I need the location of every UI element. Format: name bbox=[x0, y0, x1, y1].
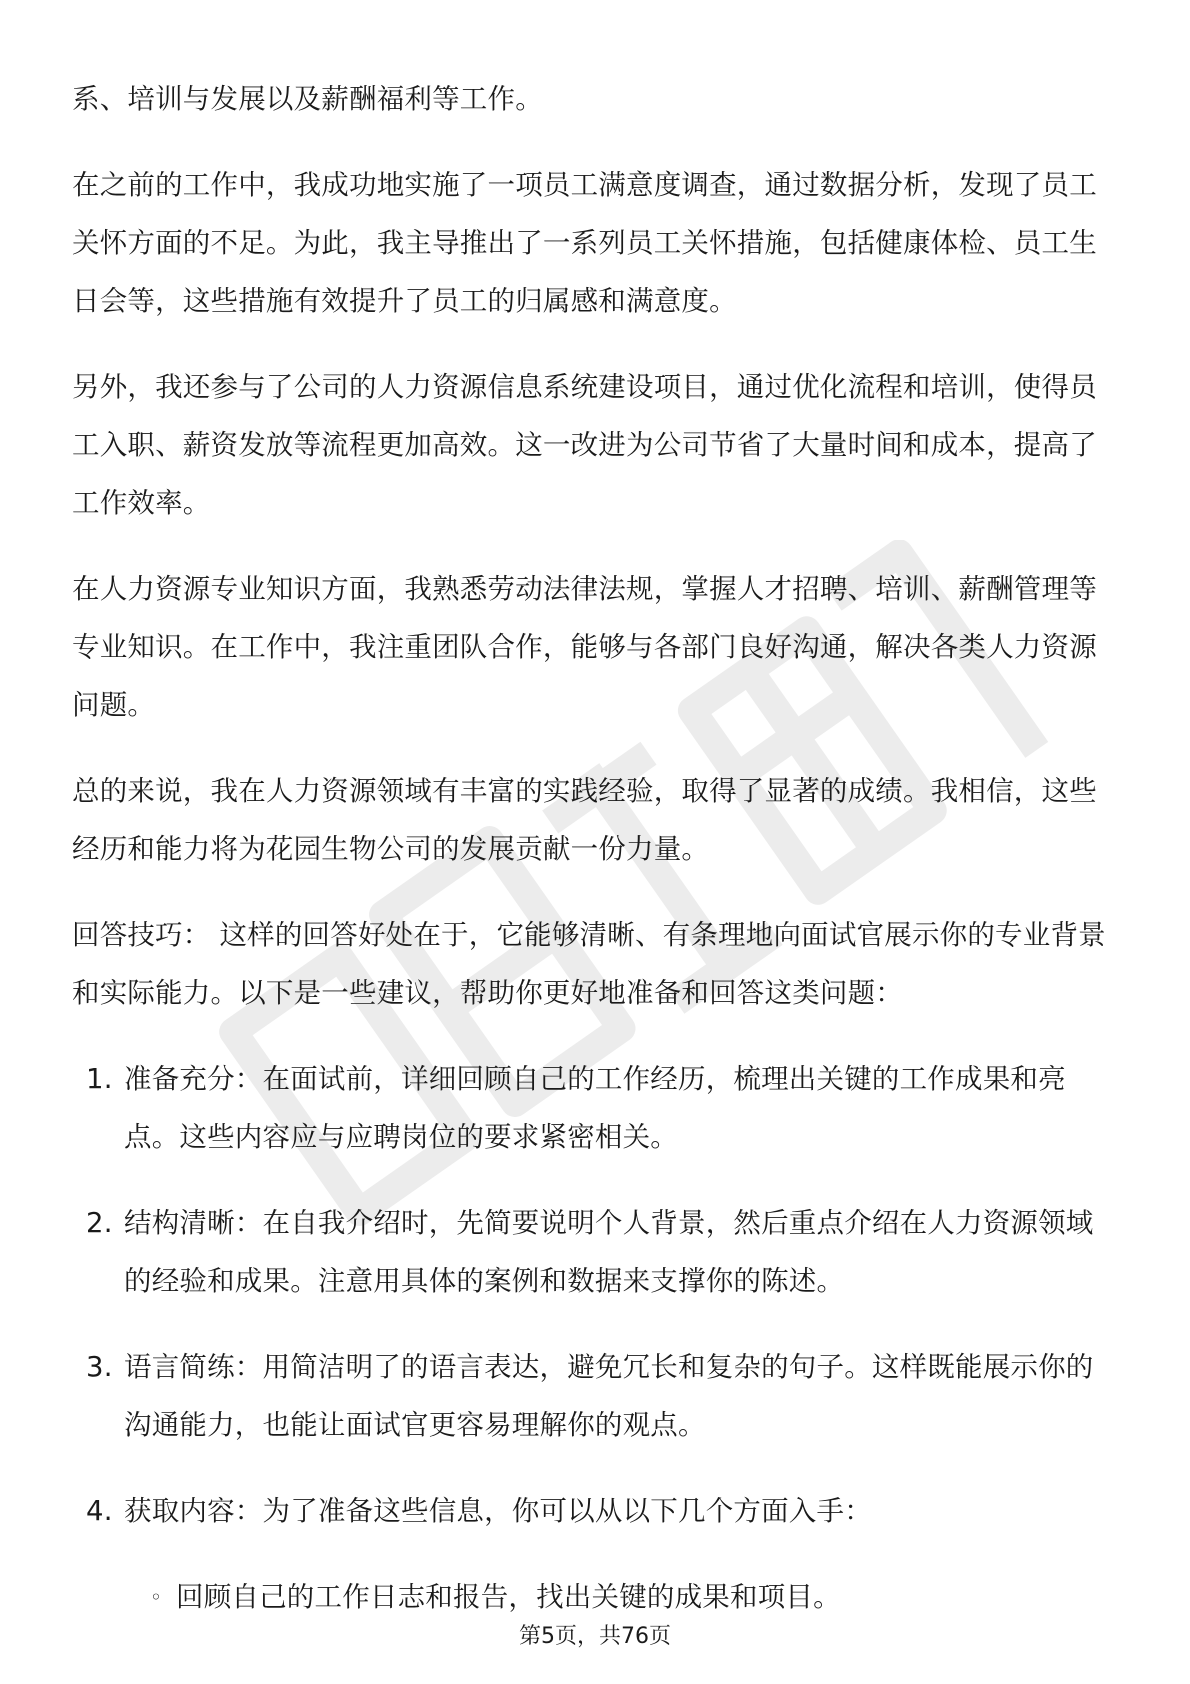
list-item-text: 语言简练：用简洁明了的语言表达，避免冗长和复杂的句子。这样既能展示你的沟通能力，也能让面试官更容易理解你的观点。 bbox=[124, 1351, 1094, 1441]
bullet-icon: ◦ bbox=[150, 1585, 162, 1609]
paragraph: 系、培训与发展以及薪酬福利等工作。 bbox=[72, 83, 543, 115]
sub-list-item-text: 回顾自己的工作日志和报告，找出关键的成果和项目。 bbox=[176, 1581, 841, 1613]
sub-tips-list bbox=[72, 1568, 1120, 1626]
list-item bbox=[72, 1338, 1120, 1454]
list-number: 4. bbox=[86, 1495, 113, 1527]
paragraph: 另外，我还参与了公司的人力资源信息系统建设项目，通过优化流程和培训，使得员工入职、薪资发放等流程更加高效。这一改进为公司节省了大量时间和成本，提高了工作效率。 bbox=[72, 371, 1097, 519]
list-number: 3. bbox=[86, 1351, 113, 1383]
list-item bbox=[72, 1194, 1120, 1310]
list-item-text: 准备充分：在面试前，详细回顾自己的工作经历，梳理出关键的工作成果和亮点。这些内容应与应聘岗位的要求紧密相关。 bbox=[124, 1063, 1066, 1153]
list-item-text: 结构清晰：在自我介绍时，先简要说明个人背景，然后重点介绍在人力资源领域的经验和成果。注意用具体的案例和数据来支撑你的陈述。 bbox=[124, 1207, 1094, 1297]
list-number: 2. bbox=[86, 1207, 113, 1239]
page-footer: 第5页，共76页 bbox=[519, 1624, 671, 1649]
main-content bbox=[72, 70, 1120, 1626]
paragraph: 在之前的工作中，我成功地实施了一项员工满意度调查，通过数据分析，发现了员工关怀方面的不足。为此，我主导推出了一系列员工关怀措施，包括健康体检、员工生日会等，这些措施有效提升了员工的归属感和满意度。 bbox=[72, 169, 1097, 317]
sub-list-item bbox=[72, 1568, 1120, 1626]
list-number: 1. bbox=[86, 1063, 113, 1095]
list-item bbox=[72, 1482, 1120, 1540]
paragraph: 在人力资源专业知识方面，我熟悉劳动法律法规，掌握人才招聘、培训、薪酬管理等专业知识。在工作中，我注重团队合作，能够与各部门良好沟通，解决各类人力资源问题。 bbox=[72, 573, 1097, 721]
paragraph: 总的来说，我在人力资源领域有丰富的实践经验，取得了显著的成绩。我相信，这些经历和能力将为花园生物公司的发展贡献一份力量。 bbox=[72, 775, 1097, 865]
list-item-text: 获取内容：为了准备这些信息，你可以从以下几个方面入手： bbox=[124, 1495, 872, 1527]
tips-list bbox=[72, 1050, 1120, 1540]
paragraph: 回答技巧： 这样的回答好处在于，它能够清晰、有条理地向面试官展示你的专业背景和实际能力。以下是一些建议，帮助你更好地准备和回答这类问题： bbox=[72, 919, 1106, 1009]
list-item bbox=[72, 1050, 1120, 1166]
